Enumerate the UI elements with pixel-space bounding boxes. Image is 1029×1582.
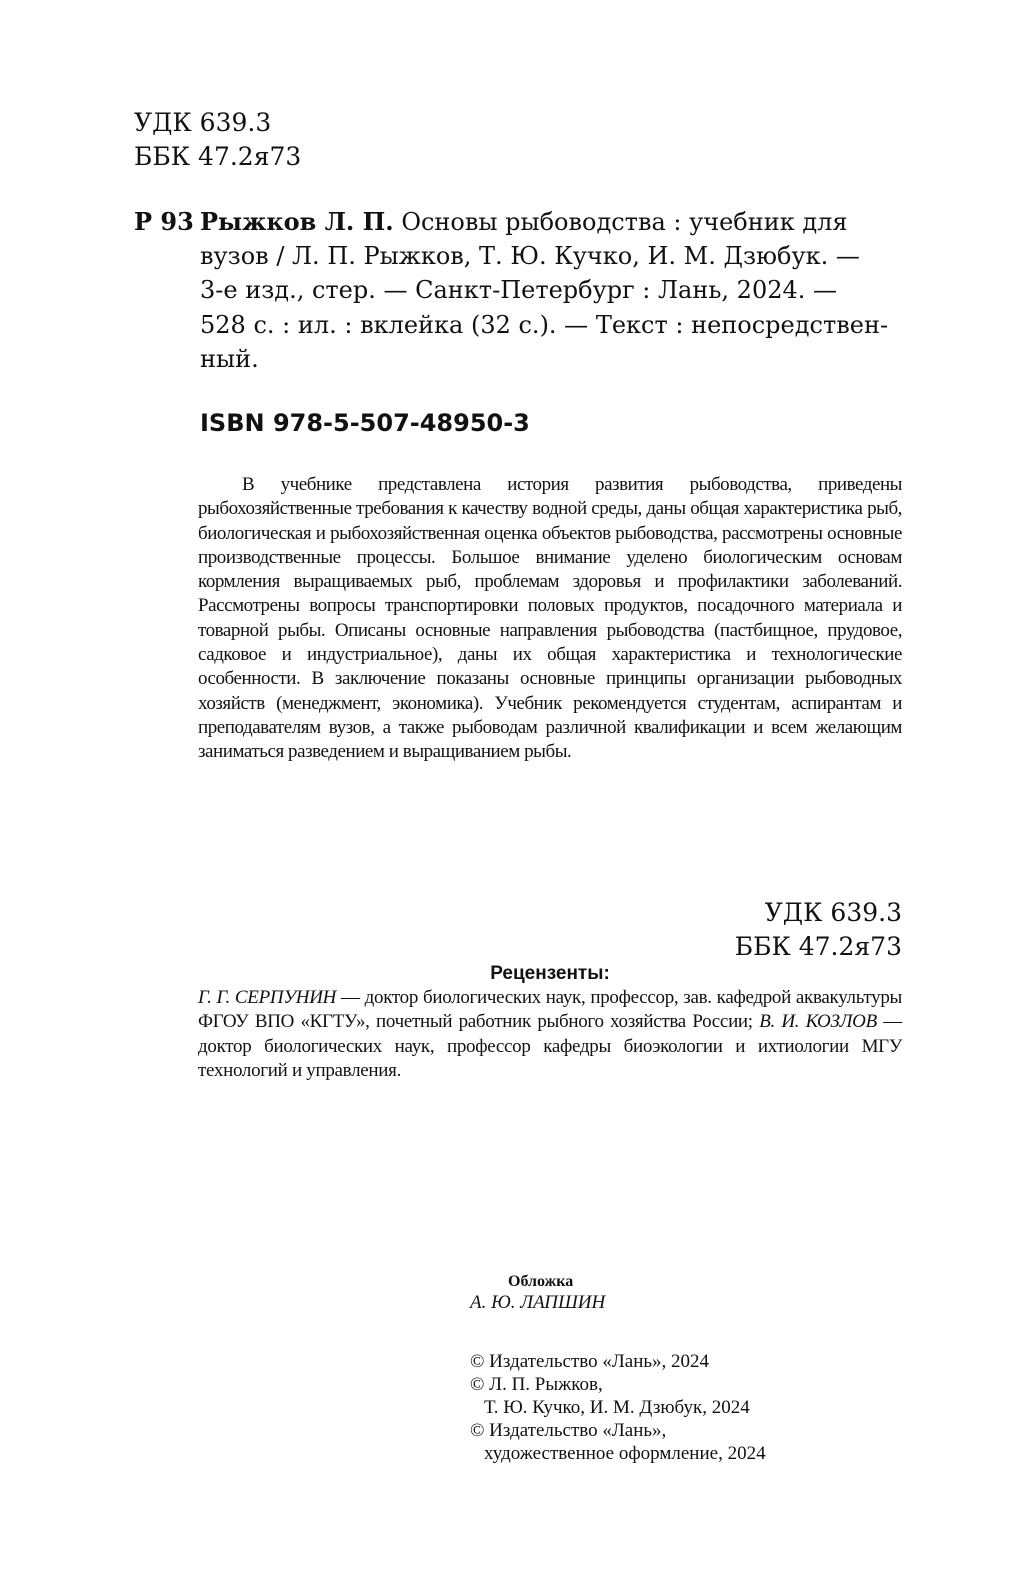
catalog-line-5: ный.	[200, 345, 259, 373]
bbk-code-bottom: ББК 47.2я73	[734, 932, 902, 961]
catalog-author: Рыжков Л. П.	[200, 207, 394, 236]
reviewer-1-name: Г. Г. СЕРПУНИН	[198, 987, 337, 1008]
copyright-line-4: © Издательство «Лань»,	[470, 1420, 667, 1441]
catalog-line-3: 3-е изд., стер. — Санкт-Петербург : Лань, 2024. —	[200, 276, 838, 304]
copyright-line-1: © Издательство «Лань», 2024	[470, 1351, 710, 1372]
annotation-paragraph: В учебнике представлена история развития рыбоводства, приведены рыбохозяйственные требования к качеству водной среды, даны общая характеристика рыб, биологическая и рыбохозяйственная оценка объектов рыбоводства, рассмотрены основные производственные процессы. Большое внимание уделено биологическим основам кормления выращиваемых рыб, проблемам здоровья и профилактики заболеваний. Рассмотрены вопросы транспортировки половых продуктов, посадочного материала и товарной рыбы. Описаны основные направления рыбоводства (пастбищное, прудовое, садковое и индустриальное), даны их общая характеристика и технологические особенности. В заключение показаны основные принципы организации рыбоводных хозяйств (менеджмент, экономика). Учебник рекомендуется студентам, аспирантам и преподавателям вузов, а также рыбоводам различной квалификации и всем желающим заниматься разведением и выращиванием рыбы.	[198, 474, 902, 763]
catalog-title: Основы рыбоводства : учебник для	[401, 208, 848, 236]
reviewers-paragraph	[198, 986, 902, 1083]
reviewer-2-description: — доктор биологических наук, профессор кафедры биоэкологии и ихтиологии МГУ технологий и управления.	[198, 1011, 902, 1081]
cover-artist: А. Ю. ЛАПШИН	[470, 1292, 606, 1313]
catalog-line-4: 528 с. : ил. : вклейка (32 с.). — Текст : непосредствен-	[200, 311, 889, 339]
copyright-line-5: художественное оформление, 2024	[484, 1443, 766, 1464]
cover-label: Обложка	[508, 1273, 574, 1290]
catalog-line-2: вузов / Л. П. Рыжков, Т. Ю. Кучко, И. М. Дзюбук. —	[200, 242, 860, 270]
udk-code-bottom: УДК 639.3	[764, 898, 902, 927]
copyright-line-3: Т. Ю. Кучко, И. М. Дзюбук, 2024	[484, 1397, 750, 1418]
isbn: ISBN 978-5-507-48950-3	[200, 409, 530, 437]
copyright-line-2: © Л. П. Рыжков,	[470, 1374, 603, 1395]
bbk-code-top: ББК 47.2я73	[134, 142, 302, 171]
catalog-line-1	[200, 205, 902, 239]
author-shelfmark: Р 93	[134, 207, 194, 236]
reviewer-2-name: В. И. КОЗЛОВ	[759, 1011, 877, 1033]
udk-code-top: УДК 639.3	[134, 108, 272, 137]
reviewers-heading: Рецензенты:	[490, 963, 610, 984]
reviewer-1-description: — доктор биологических наук, профессор, зав. кафедрой аквакультуры ФГОУ ВПО «КГТУ», почетный работник рыбного хозяйства России;	[198, 987, 902, 1033]
